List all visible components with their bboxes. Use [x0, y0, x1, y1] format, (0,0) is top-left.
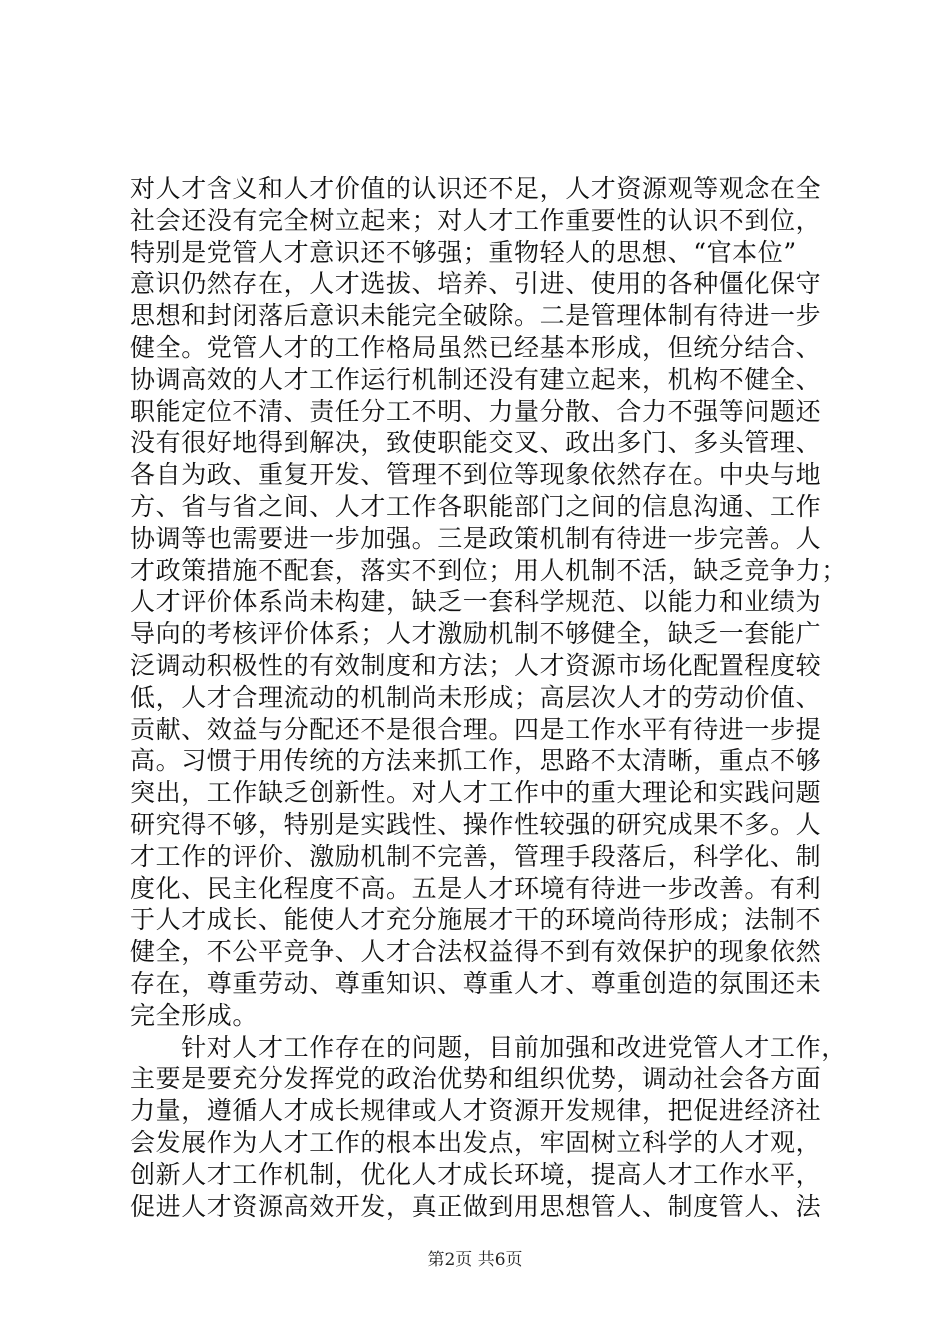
text-line: 才工作的评价、激励机制不完善，管理手段落后，科学化、制 [130, 841, 822, 871]
text-line: 针对人才工作存在的问题，目前加强和改进党管人才工作， [130, 1032, 847, 1062]
text-line: 促进人才资源高效开发，真正做到用思想管人、制度管人、法 [130, 1191, 822, 1221]
text-line: 完全形成。 [130, 1000, 259, 1030]
text-line: 会发展作为人才工作的根本出发点，牢固树立科学的人才观， [130, 1127, 822, 1157]
text-line: 意识仍然存在，人才选拔、培养、引进、使用的各种僵化保守 [130, 269, 822, 299]
text-line: 高。习惯于用传统的方法来抓工作，思路不太清晰，重点不够 [130, 746, 822, 776]
text-line: 力量，遵循人才成长规律或人才资源开发规律，把促进经济社 [130, 1096, 822, 1126]
text-line: 泛调动积极性的有效制度和方法；人才资源市场化配置程度较 [130, 650, 822, 680]
text-line: 人才评价体系尚未构建，缺乏一套科学规范、以能力和业绩为 [130, 587, 822, 617]
document-body [130, 173, 847, 1222]
text-line: 度化、民主化程度不高。五是人才环境有待进一步改善。有利 [130, 873, 822, 903]
text-line: 特别是党管人才意识还不够强；重物轻人的思想、“官本位” [130, 237, 797, 267]
text-line: 创新人才工作机制，优化人才成长环境，提高人才工作水平， [130, 1159, 822, 1189]
text-line: 健全。党管人才的工作格局虽然已经基本形成，但统分结合、 [130, 332, 822, 362]
text-line: 研究得不够，特别是实践性、操作性较强的研究成果不多。人 [130, 809, 822, 839]
text-line: 导向的考核评价体系；人才激励机制不够健全，缺乏一套能广 [130, 619, 822, 649]
page-footer: 第2页 共6页 [427, 1250, 523, 1270]
text-line: 协调等也需要进一步加强。三是政策机制有待进一步完善。人 [130, 523, 822, 553]
text-line: 思想和封闭落后意识未能完全破除。二是管理体制有待进一步 [130, 301, 822, 331]
text-line: 于人才成长、能使人才充分施展才干的环境尚待形成；法制不 [130, 905, 822, 935]
text-line: 社会还没有完全树立起来；对人才工作重要性的认识不到位， [130, 205, 822, 235]
text-line: 主要是要充分发挥党的政治优势和组织优势，调动社会各方面 [130, 1064, 822, 1094]
text-line: 低，人才合理流动的机制尚未形成；高层次人才的劳动价值、 [130, 682, 822, 712]
text-line: 贡献、效益与分配还不是很合理。四是工作水平有待进一步提 [130, 714, 822, 744]
text-line: 健全，不公平竞争、人才合法权益得不到有效保护的现象依然 [130, 937, 822, 967]
text-line: 方、省与省之间、人才工作各职能部门之间的信息沟通、工作 [130, 491, 822, 521]
text-line: 突出，工作缺乏创新性。对人才工作中的重大理论和实践问题 [130, 778, 822, 808]
text-line: 没有很好地得到解决，致使职能交叉、政出多门、多头管理、 [130, 428, 822, 458]
text-line: 职能定位不清、责任分工不明、力量分散、合力不强等问题还 [130, 396, 822, 426]
text-line: 才政策措施不配套，落实不到位；用人机制不活，缺乏竞争力； [130, 555, 847, 585]
text-line: 协调高效的人才工作运行机制还没有建立起来，机构不健全、 [130, 364, 822, 394]
text-line: 各自为政、重复开发、管理不到位等现象依然存在。中央与地 [130, 460, 822, 490]
text-line: 对人才含义和人才价值的认识还不足，人才资源观等观念在全 [130, 174, 822, 203]
text-line: 存在，尊重劳动、尊重知识、尊重人才、尊重创造的氛围还未 [130, 968, 822, 998]
